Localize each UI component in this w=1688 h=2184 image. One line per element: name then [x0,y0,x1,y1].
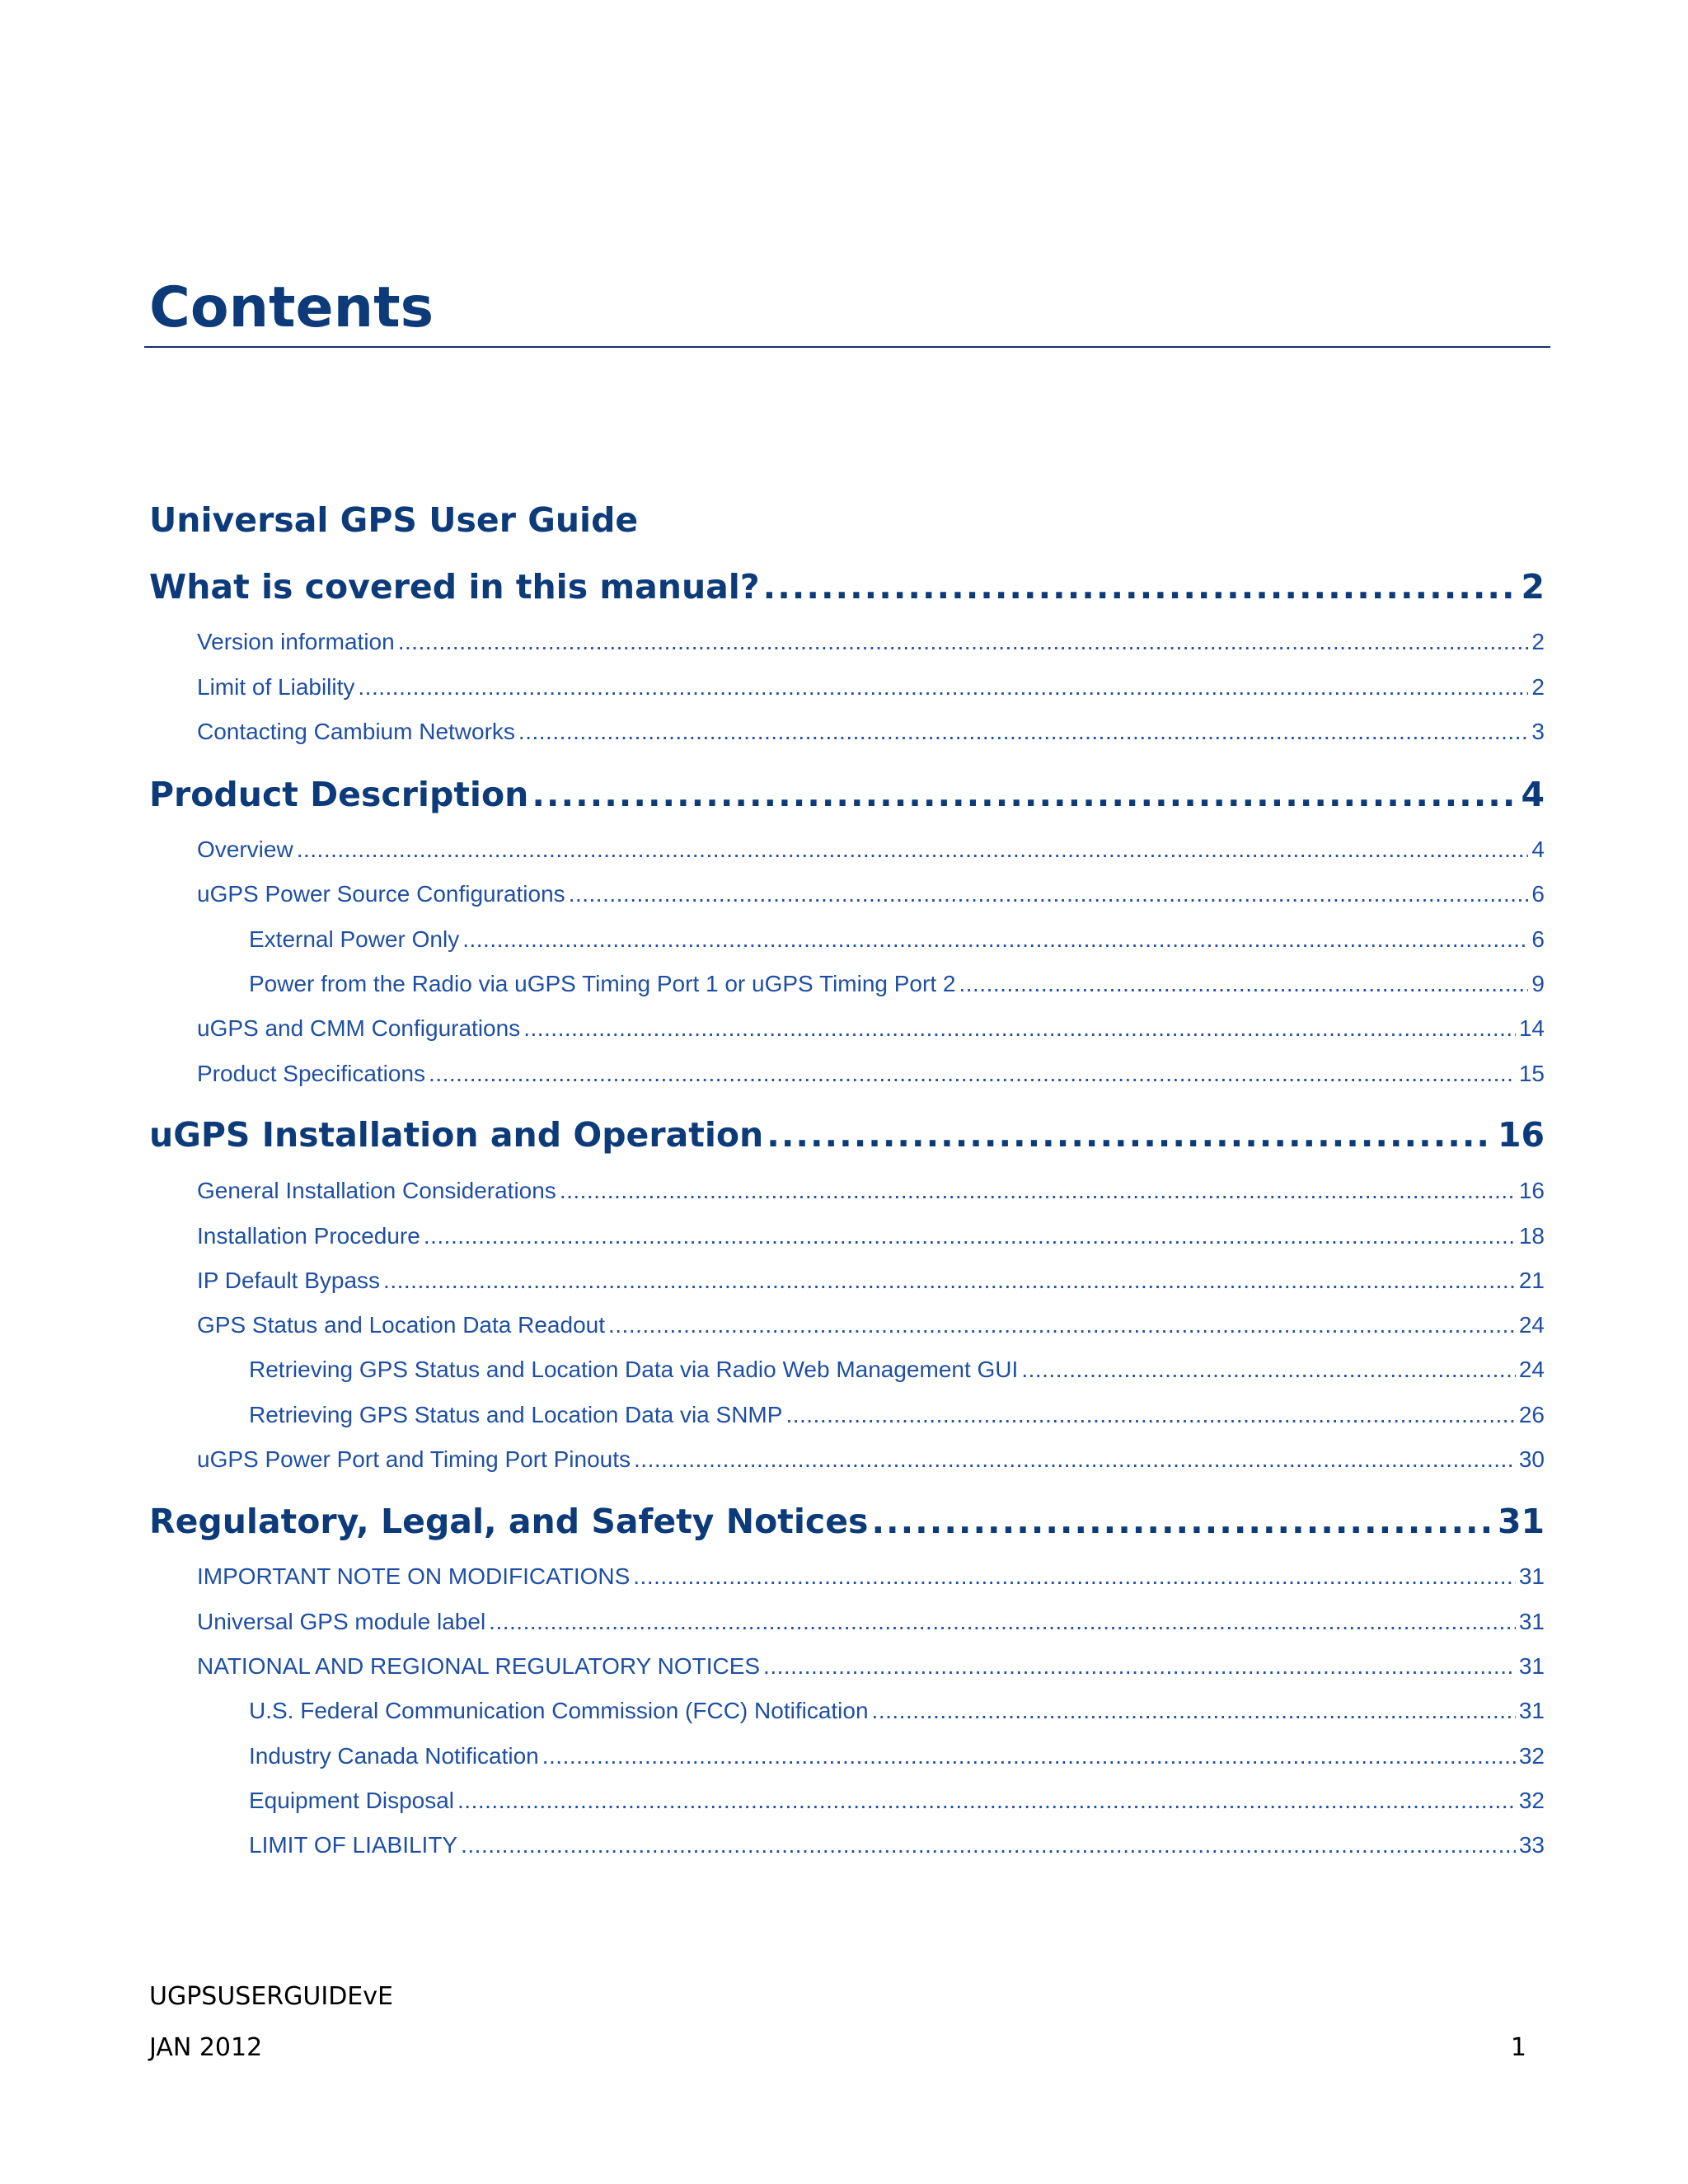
toc-entry-label: Regulatory, Legal, and Safety Notices [149,1502,869,1541]
toc-dot-leader [569,881,1529,907]
toc-entry-label: Installation Procedure [197,1223,420,1249]
toc-entry-label: Retrieving GPS Status and Location Data via SNMP [249,1402,783,1427]
toc-entry-page: 18 [1518,1223,1545,1249]
toc-entry-page: 24 [1518,1357,1545,1382]
toc-dot-leader [1021,1357,1516,1383]
toc-entry-label: General Installation Considerations [197,1178,556,1203]
toc-dot-leader [429,1061,1516,1087]
toc-entry-label: Retrieving GPS Status and Location Data via Radio Web Management GUI [249,1357,1019,1382]
toc-entry-label: Industry Canada Notification [249,1743,539,1769]
toc-dot-leader [634,1446,1516,1473]
footer-page-number: 1 [1510,2033,1526,2062]
toc-entry-label: U.S. Federal Communication Commission (FCC) Notification [249,1698,869,1723]
toc-entry-label: LIMIT OF LIABILITY [249,1832,458,1858]
toc-entry[interactable] [249,1788,1545,1817]
toc-entry-page: 31 [1497,1502,1545,1541]
toc-dot-leader [532,775,1517,814]
toc-entry[interactable] [197,674,1545,704]
toc-dot-leader [542,1743,1516,1769]
toc-entry[interactable] [197,1609,1545,1638]
toc-entry[interactable] [249,1743,1545,1773]
toc-entry-page: 32 [1518,1788,1545,1813]
toc-entry-page: 6 [1531,926,1545,952]
toc-entry-page: 31 [1518,1609,1545,1634]
toc-dot-leader [763,567,1518,607]
toc-entry[interactable] [149,567,1545,612]
toc-dot-leader [872,1698,1516,1724]
toc-entry-page: 6 [1531,881,1545,907]
toc-entry-page: 2 [1521,567,1545,607]
toc-entry[interactable] [249,1832,1545,1862]
toc-dot-leader [489,1609,1516,1635]
toc-entry-page: 4 [1531,837,1545,862]
toc-dot-leader [457,1788,1516,1814]
toc-dot-leader [398,629,1529,655]
toc-entry[interactable] [197,719,1545,748]
toc-dot-leader [461,1832,1516,1858]
toc-entry-label: Version information [197,629,395,654]
toc-dot-leader [785,1402,1515,1428]
toc-entry[interactable] [197,1268,1545,1297]
toc-entry-page: 2 [1531,674,1545,700]
toc-entry[interactable] [197,1061,1545,1090]
toc-dot-leader [767,1115,1494,1155]
toc-entry-label: IP Default Bypass [197,1268,381,1293]
toc-dot-leader [560,1178,1516,1204]
toc-entry-label: IMPORTANT NOTE ON MODIFICATIONS [197,1563,631,1589]
toc-dot-leader [523,1015,1516,1042]
toc-entry-label: Equipment Disposal [249,1788,455,1813]
toc-entry-page: 21 [1518,1268,1545,1293]
toc-entry[interactable] [197,1178,1545,1207]
toc-dot-leader [871,1502,1494,1541]
toc-entry-page: 16 [1497,1115,1545,1155]
toc-entry-label: NATIONAL AND REGIONAL REGULATORY NOTICES [197,1653,761,1679]
toc-dot-leader [608,1312,1516,1338]
toc-entry-page: 16 [1518,1178,1545,1203]
toc-dot-leader [297,837,1529,863]
toc-entry-page: 14 [1518,1015,1545,1041]
toc-entry[interactable] [197,1015,1545,1045]
toc-entry-page: 32 [1518,1743,1545,1769]
footer-doc-code: UGPSUSERGUIDEvE [149,1982,393,2011]
toc-dot-leader [959,971,1528,997]
toc-entry-label: External Power Only [249,926,460,952]
toc-entry[interactable] [197,1653,1545,1683]
toc-entry[interactable] [197,629,1545,658]
toc-entry[interactable] [149,1502,1545,1546]
page-title: Contents [149,275,434,340]
toc-dot-leader [358,674,1528,701]
toc-dot-leader [383,1268,1516,1294]
toc-entry[interactable] [197,881,1545,911]
toc-entry-label: uGPS Power Port and Timing Port Pinouts [197,1446,631,1472]
toc-entry-page: 33 [1518,1832,1545,1858]
toc-entry[interactable] [197,1312,1545,1342]
toc-entry-label: Power from the Radio via uGPS Timing Port 1 or uGPS Timing Port 2 [249,971,956,996]
toc-entry[interactable] [249,1698,1545,1727]
toc-entry[interactable] [197,1563,1545,1593]
toc-entry[interactable] [249,971,1545,1001]
toc-entry[interactable] [249,1402,1545,1432]
toc-entry[interactable] [149,775,1545,819]
guide-title: Universal GPS User Guide [149,500,639,540]
toc-entry[interactable] [249,926,1545,956]
toc-entry-label: Overview [197,837,293,862]
toc-entry-page: 26 [1518,1402,1545,1427]
toc-entry-label: Universal GPS module label [197,1609,486,1634]
toc-entry-page: 30 [1518,1446,1545,1472]
toc-entry-page: 4 [1521,775,1545,814]
toc-entry-label: uGPS Installation and Operation [149,1115,764,1155]
toc-entry-label: GPS Status and Location Data Readout [197,1312,605,1338]
toc-dot-leader [763,1653,1516,1680]
toc-entry-page: 31 [1518,1563,1545,1589]
toc-entry-page: 31 [1518,1653,1545,1679]
toc-entry[interactable] [197,837,1545,866]
footer-date: JAN 2012 [149,2033,263,2062]
toc-dot-leader [424,1223,1516,1249]
toc-entry-page: 9 [1531,971,1545,996]
toc-dot-leader [518,719,1529,745]
toc-entry-label: uGPS and CMM Configurations [197,1015,521,1041]
toc-entry-page: 24 [1518,1312,1545,1338]
toc-entry-page: 3 [1531,719,1545,744]
toc-entry[interactable] [197,1446,1545,1476]
toc-entry[interactable] [197,1223,1545,1253]
toc-dot-leader [633,1563,1516,1590]
toc-entry-label: uGPS Power Source Configurations [197,881,565,907]
toc-entry-page: 15 [1518,1061,1545,1086]
toc-entry-label: Product Description [149,775,529,814]
toc-entry-label: Limit of Liability [197,674,355,700]
toc-entry-label: What is covered in this manual? [149,567,760,607]
toc-dot-leader [462,926,1528,953]
toc-entry[interactable] [249,1357,1545,1386]
toc-entry-label: Product Specifications [197,1061,426,1086]
toc-entry-label: Contacting Cambium Networks [197,719,515,744]
toc-entry-page: 2 [1531,629,1545,654]
toc-entry[interactable] [149,1115,1545,1160]
toc-entry-page: 31 [1518,1698,1545,1723]
